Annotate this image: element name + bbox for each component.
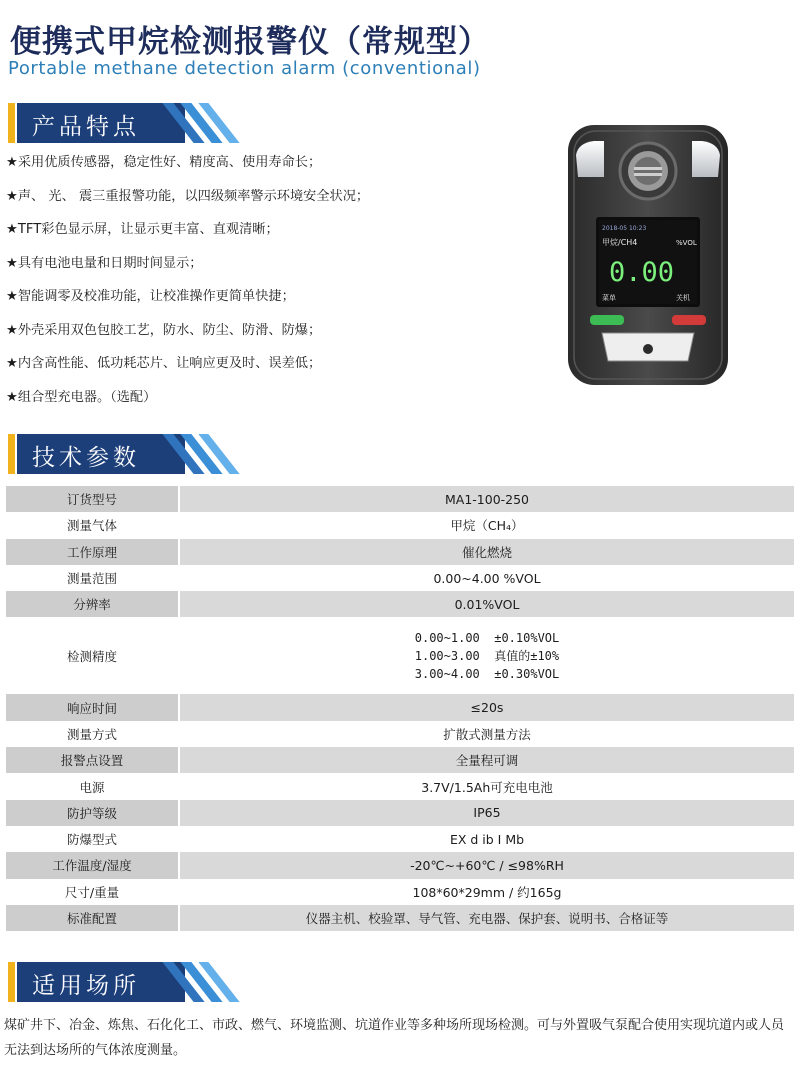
table-row xyxy=(6,591,794,617)
accuracy-line: 1.00~3.00 真值的±10% xyxy=(414,648,560,663)
spec-value xyxy=(179,617,794,694)
device-image xyxy=(566,123,730,387)
spec-value: ≤20s xyxy=(179,694,794,720)
table-row xyxy=(6,539,794,565)
section-header-features xyxy=(8,103,248,143)
screen-status: 2018-05 10:23 xyxy=(602,225,647,232)
feature-item: ★声、 光、 震三重报警功能，以四级频率警示环境安全状况； xyxy=(6,188,370,204)
table-row xyxy=(6,905,794,931)
screen-softkey-left: 菜单 xyxy=(602,294,616,302)
spec-key: 尺寸/重量 xyxy=(6,879,179,905)
table-row xyxy=(6,512,794,538)
feature-item: ★智能调零及校准功能，让校准操作更简单快捷； xyxy=(6,289,295,304)
spec-key: 工作温度/湿度 xyxy=(6,852,179,878)
screen-softkey-right: 关机 xyxy=(676,294,690,302)
feature-item: ★内含高性能、低功耗芯片、让响应更及时、误差低； xyxy=(6,356,322,371)
spec-key: 防护等级 xyxy=(6,800,179,826)
table-row xyxy=(6,879,794,905)
accuracy-line: 3.00~4.00 ±0.30%VOL xyxy=(414,666,560,681)
section-title: 适用场所 xyxy=(32,973,140,999)
spec-key: 检测精度 xyxy=(6,617,179,694)
page-title: 便携式甲烷检测报警仪（常规型） xyxy=(10,24,490,60)
table-row xyxy=(6,721,794,747)
spec-key: 响应时间 xyxy=(6,694,179,720)
section-title: 技术参数 xyxy=(32,445,140,471)
table-row xyxy=(6,800,794,826)
table-row xyxy=(6,694,794,720)
spec-value: IP65 xyxy=(179,800,794,826)
spec-value: 全量程可调 xyxy=(179,747,794,773)
green-button xyxy=(590,315,624,325)
feature-item: ★组合型充电器。（选配） xyxy=(6,389,157,405)
table-row xyxy=(6,773,794,799)
section-header-specs xyxy=(8,434,248,474)
red-button xyxy=(672,315,706,325)
spec-value: 催化燃烧 xyxy=(179,539,794,565)
table-row xyxy=(6,826,794,852)
spec-key: 防爆型式 xyxy=(6,826,179,852)
table-row xyxy=(6,747,794,773)
table-row xyxy=(6,565,794,591)
spec-key: 工作原理 xyxy=(6,539,179,565)
feature-list xyxy=(6,152,536,420)
feature-item: ★采用优质传感器，稳定性好、精度高、使用寿命长； xyxy=(6,155,322,170)
section-title: 产品特点 xyxy=(32,114,140,140)
table-row xyxy=(6,852,794,878)
spec-value: 甲烷（CH₄） xyxy=(450,518,524,534)
spec-value: 0.00~4.00 %VOL xyxy=(433,570,541,586)
screen-unit: %VOL xyxy=(676,239,697,247)
spec-value: 3.7V/1.5Ah可充电电池 xyxy=(421,779,553,795)
feature-item: ★外壳采用双色包胶工艺，防水、防尘、防滑、防爆； xyxy=(6,322,322,338)
spec-table xyxy=(6,486,794,931)
spec-key: 测量方式 xyxy=(6,721,179,747)
spec-key: 测量气体 xyxy=(6,512,179,538)
screen-gas-label: 甲烷/CH4 xyxy=(602,238,638,247)
spec-key: 测量范围 xyxy=(6,565,179,591)
spec-value: 108*60*29mm / 约165g xyxy=(412,884,562,900)
feature-item: ★具有电池电量和日期时间显示； xyxy=(6,255,203,271)
spec-key: 分辨率 xyxy=(6,591,179,617)
spec-key: 电源 xyxy=(6,773,179,799)
screen-reading: 0.00 xyxy=(609,257,675,288)
spec-key: 标准配置 xyxy=(6,905,179,931)
page-subtitle: Portable methane detection alarm (conventional) xyxy=(8,58,481,79)
usage-text: 煤矿井下、冶金、炼焦、石化化工、市政、燃气、环境监测、坑道作业等多种场所现场检测。可与外置吸气泵配合使用实现坑道内或人员无法到达场所的气体浓度测量。 xyxy=(4,1018,785,1058)
spec-key: 报警点设置 xyxy=(6,747,179,773)
spec-key: 订货型号 xyxy=(6,486,179,512)
spec-value: MA1-100-250 xyxy=(179,486,794,512)
spec-value: EX d ib Ⅰ Mb xyxy=(449,831,525,847)
spec-value: 仪器主机、校验罩、导气管、充电器、保护套、说明书、合格证等 xyxy=(179,905,794,931)
table-row xyxy=(6,617,794,694)
feature-item: ★TFT彩色显示屏，让显示更丰富、直观清晰； xyxy=(6,222,279,237)
spec-value: -20℃~+60℃ / ≤98%RH xyxy=(179,852,794,878)
section-header-usage xyxy=(8,962,248,1002)
accuracy-line: 0.00~1.00 ±0.10%VOL xyxy=(414,630,560,645)
spec-value: 0.01%VOL xyxy=(179,591,794,617)
spec-value: 扩散式测量方法 xyxy=(443,726,531,742)
table-row xyxy=(6,486,794,512)
